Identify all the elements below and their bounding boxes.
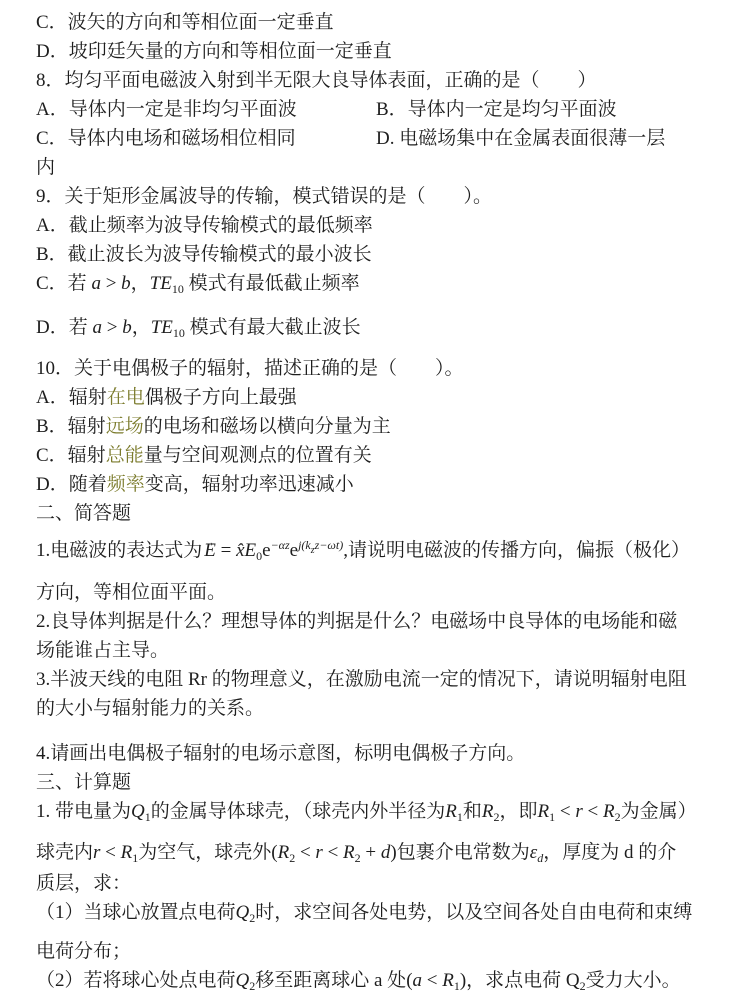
option-cell (36, 124, 296, 153)
text-segment: 2 (493, 810, 500, 824)
text-segment: 1 (549, 810, 556, 824)
text-segment: D．坡印廷矢量的方向和等相位面一定垂直 (36, 41, 392, 62)
text-segment: z (310, 545, 315, 556)
text-segment: 场能谁占主导。 (36, 640, 170, 661)
text-segment: R (277, 842, 290, 863)
text-segment: = (215, 540, 237, 561)
text-segment: A．截止频率为波导传输模式的最低频率 (36, 215, 373, 236)
question-line (36, 937, 718, 966)
option-line (36, 383, 718, 412)
text-segment: r (315, 842, 323, 863)
text-segment: ,请说明电磁波的传播方向，偏振（极化） (343, 540, 690, 561)
text-segment: A．导体内一定是非均匀平面波 (36, 99, 297, 120)
text-segment: > (101, 317, 123, 338)
text-segment: R (481, 801, 494, 822)
option-cell (376, 124, 665, 153)
question-line (36, 536, 718, 568)
text-segment: D．随着 (36, 474, 107, 495)
text-segment: 时，求空间各处电势，以及空间各处自由电荷和束缚 (255, 902, 693, 923)
text-segment: R (442, 970, 454, 991)
option-line (36, 269, 718, 300)
text-segment: E (244, 540, 257, 561)
text-segment: 的电场和磁场以横向分量为主 (143, 416, 391, 437)
text-segment: D. 电磁场集中在金属表面很薄一层 (376, 128, 666, 149)
text-segment: （2）若将球心处点电荷 (36, 970, 236, 991)
text-segment: 1 (453, 979, 460, 993)
highlighted-text: 总能 (105, 445, 144, 466)
question-line (36, 797, 718, 828)
text-segment: 9．关于矩形金属波导的传输，模式错误的是（ ）。 (36, 186, 493, 207)
option-line (36, 8, 718, 37)
text-segment: TE (149, 273, 172, 294)
text-segment: 和 (462, 801, 482, 822)
text-segment: 方向，等相位面平面。 (36, 582, 227, 603)
text-segment: C．波矢的方向和等相位面一定垂直 (36, 12, 334, 33)
text-segment: b (122, 317, 132, 338)
option-line (36, 313, 718, 344)
text-segment: B．截止波长为波导传输模式的最小波长 (36, 244, 372, 265)
text-segment: 4.请画出电偶极子辐射的电场示意图，标明电偶极子方向。 (36, 743, 526, 764)
text-segment: 的金属导体球壳，（球壳内外半径为 (150, 801, 446, 822)
text-segment: C．辐射 (36, 445, 106, 466)
text-segment: 2 (354, 851, 361, 865)
text-segment: 质层，求： (36, 873, 132, 894)
text-segment: ，求点电荷 Q (466, 970, 580, 991)
text-segment: a (412, 970, 423, 991)
text-segment: C．导体内电场和磁场相位相同 (36, 128, 296, 149)
text-segment: 1. 带电量为 (36, 801, 132, 822)
question-line (36, 898, 718, 929)
text-segment: 10 (172, 326, 185, 340)
question-line (36, 607, 718, 636)
text-segment: e (262, 540, 271, 561)
text-segment: 0 (256, 549, 263, 563)
vector-E-symbol: → E (204, 540, 216, 561)
text-segment: 1 (132, 851, 139, 865)
text-segment: 3.半波天线的电阻 Rr 的物理意义，在激励电流一定的情况下，请说明辐射电阻 (36, 669, 687, 690)
option-line (36, 240, 718, 269)
text-segment: 模式有最大截止波长 (184, 317, 361, 338)
question-line (36, 739, 718, 768)
section-heading (36, 499, 718, 528)
text-segment: r (575, 801, 583, 822)
text-segment: 包裹介电常数为 (396, 842, 530, 863)
text-segment: 2 (289, 851, 296, 865)
text-segment: R (445, 801, 457, 822)
text-segment: D．若 (36, 317, 93, 338)
option-line (36, 470, 718, 499)
text-segment: < (555, 801, 576, 822)
question-line (36, 182, 718, 211)
text-segment: 电荷分布； (36, 941, 132, 962)
text-segment: 为空气，球壳外 (138, 842, 272, 863)
text-segment: 偶极子方向上最强 (144, 387, 297, 408)
text-segment: R (602, 801, 615, 822)
text-segment: ( (271, 842, 278, 863)
text-segment: j(k (298, 538, 311, 552)
text-segment: 10 (171, 282, 184, 296)
text-segment: Q (235, 970, 250, 991)
text-segment: 移至距离球心 a 处 (255, 970, 407, 991)
option-line (36, 211, 718, 240)
text-segment: R (537, 801, 550, 822)
text-segment: B．导体内一定是均匀平面波 (376, 99, 617, 120)
text-segment: ( (406, 970, 413, 991)
text-segment: > (100, 273, 122, 294)
text-segment: 2.良导体判据是什么？理想导体的判据是什么？电磁场中良导体的电场能和磁 (36, 611, 678, 632)
highlighted-text: 在电 (106, 387, 145, 408)
highlighted-text: 远场 (105, 416, 144, 437)
text-segment: 三、计算题 (36, 772, 132, 793)
text-segment: ) (459, 970, 467, 991)
text-segment: < (322, 842, 344, 863)
text-segment: （1）当球心放置点电荷 (36, 902, 236, 923)
question-line (36, 869, 718, 898)
text-segment: 为金属） (620, 801, 697, 822)
question-line (36, 966, 718, 997)
text-segment: 2 (614, 810, 621, 824)
text-segment: ε (529, 842, 538, 863)
text-segment: Q (235, 902, 250, 923)
question-line (36, 838, 718, 869)
text-segment: d (380, 842, 391, 863)
option-row (36, 124, 718, 153)
text-segment: 1.电磁波的表达式为 (36, 540, 203, 561)
question-line (36, 66, 718, 95)
text-segment: < (422, 970, 443, 991)
text-segment: a (91, 273, 101, 294)
text-segment: 量与空间观测点的位置有关 (143, 445, 372, 466)
text-segment: 1 (144, 810, 151, 824)
text-segment: 2 (249, 911, 256, 925)
question-line (36, 636, 718, 665)
question-line (36, 665, 718, 694)
text-segment: A．辐射 (36, 387, 107, 408)
option-cell (376, 95, 617, 124)
text-segment: 受力大小。 (585, 970, 681, 991)
text-segment: ，即 (499, 801, 538, 822)
text-segment: 1 (456, 810, 463, 824)
question-line (36, 578, 718, 607)
text-segment: x̂ (236, 540, 245, 561)
text-segment: ，厚度为 d 的介 (543, 842, 677, 863)
text-segment: r (93, 842, 101, 863)
text-segment: a (92, 317, 102, 338)
text-segment: 8．均匀平面电磁波入射到半无限大良导体表面，正确的是（ ） (36, 70, 597, 91)
text-segment: < (582, 801, 603, 822)
option-line (36, 441, 718, 470)
text-segment: TE (150, 317, 173, 338)
text-segment: 2 (579, 979, 586, 993)
text-segment: e (289, 540, 299, 561)
text-segment: ， (130, 273, 150, 294)
text-segment: 二、简答题 (36, 503, 132, 524)
text-segment: d (537, 851, 544, 865)
text-segment: 10．关于电偶极子的辐射，描述正确的是（ ）。 (36, 358, 464, 379)
text-segment: R (343, 842, 355, 863)
text-segment: 球壳内 (36, 842, 94, 863)
text-segment: 2 (249, 979, 256, 993)
text-segment: ) (390, 842, 397, 863)
option-line (36, 37, 718, 66)
option-cell (36, 95, 297, 124)
text-segment: < (100, 842, 121, 863)
option-line (36, 153, 718, 182)
question-line (36, 694, 718, 723)
text-segment: + (360, 842, 381, 863)
text-segment: 模式有最低截止频率 (183, 273, 360, 294)
text-segment: < (295, 842, 316, 863)
option-row (36, 95, 718, 124)
text-segment: Q (131, 801, 145, 822)
option-line (36, 412, 718, 441)
highlighted-text: 频率 (106, 474, 145, 495)
section-heading (36, 768, 718, 797)
text-segment: −αz (270, 538, 290, 552)
text-segment: B．辐射 (36, 416, 106, 437)
question-line (36, 354, 718, 383)
text-segment: 变高，辐射功率迅速减小 (144, 474, 354, 495)
text-segment: 内 (36, 157, 56, 178)
text-segment: b (121, 273, 131, 294)
text-segment: 的大小与辐射能力的关系。 (36, 698, 265, 719)
text-segment: C．若 (36, 273, 92, 294)
text-segment: z−ωt) (314, 538, 344, 552)
text-segment: R (120, 842, 133, 863)
text-segment: ， (131, 317, 151, 338)
